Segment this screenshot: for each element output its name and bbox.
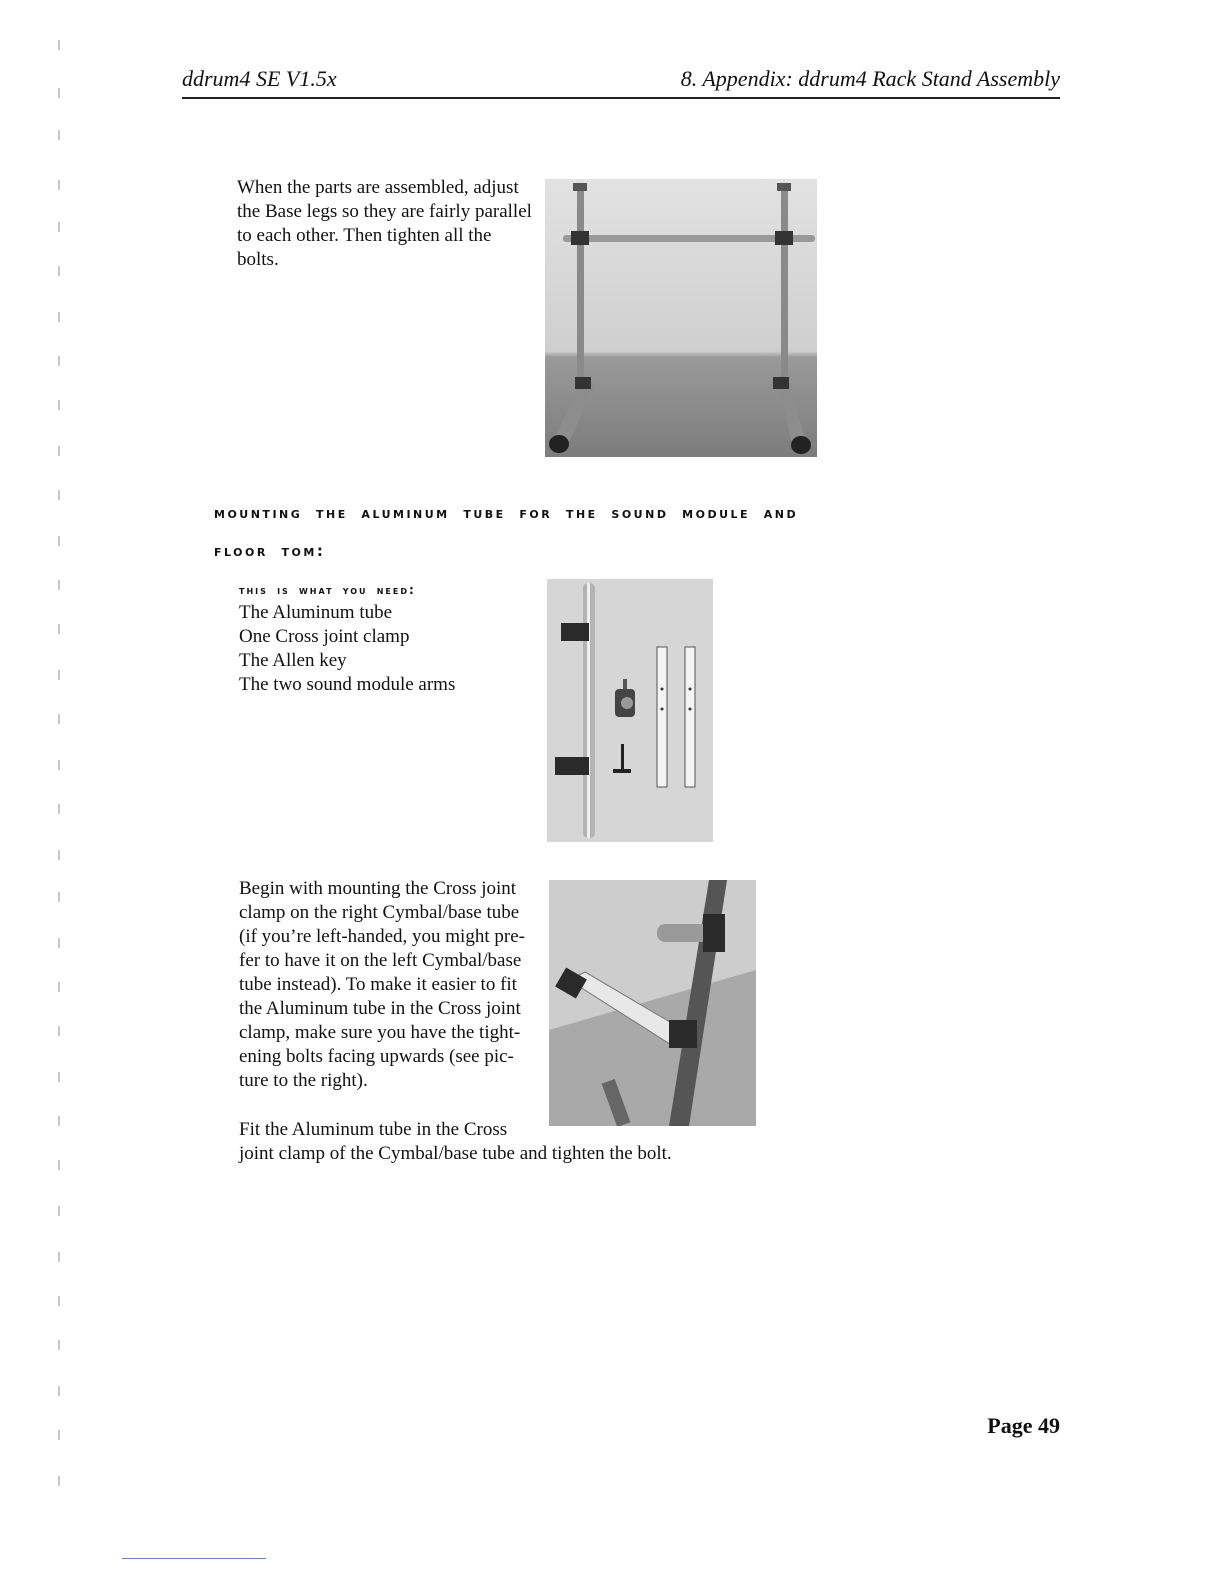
mounting-line: (if you’re left-handed, you might pre-	[239, 926, 525, 947]
footer-rule	[122, 1558, 266, 1559]
list-item: The Allen key	[239, 650, 347, 671]
rack-stand-photo	[545, 179, 817, 457]
mounting-line: clamp on the right Cymbal/base tube	[239, 902, 520, 923]
intro-line: bolts.	[237, 249, 279, 270]
intro-line: to each other. Then tighten all the	[237, 225, 492, 246]
mounting-line: clamp, make sure you have the tight-	[239, 1022, 521, 1043]
parts-photo	[547, 579, 713, 842]
fit-paragraph-line2: joint clamp of the Cymbal/base tube and tighten the bolt.	[239, 1143, 672, 1164]
mounting-line: Begin with mounting the Cross joint	[239, 878, 517, 899]
document-title: ddrum4 SE V1.5x	[182, 66, 337, 91]
scan-margin-marks	[58, 30, 68, 1530]
needs-list	[239, 601, 455, 697]
list-item: The Aluminum tube	[239, 602, 393, 623]
mounting-line: ture to the right).	[239, 1070, 368, 1091]
fit-paragraph-line1: Fit the Aluminum tube in the Cross	[239, 1119, 508, 1140]
mounting-line: fer to have it on the left Cymbal/base	[239, 950, 522, 971]
mounting-line: the Aluminum tube in the Cross joint	[239, 998, 521, 1019]
page-number: Page 49	[987, 1413, 1060, 1438]
list-item: One Cross joint clamp	[239, 626, 410, 647]
chapter-title: 8. Appendix: ddrum4 Rack Stand Assembly	[680, 66, 1060, 91]
header-divider	[182, 97, 1060, 99]
section-heading-line: mounting the aluminum tube for the sound module and	[214, 504, 799, 522]
cross-joint-clamp-photo	[549, 880, 756, 1126]
section-heading-line: floor tom:	[214, 542, 326, 560]
mounting-paragraph	[239, 877, 539, 1093]
needs-heading: this is what you need:	[239, 583, 416, 597]
mounting-line: tube instead). To make it easier to fit	[239, 974, 517, 995]
intro-line: the Base legs so they are fairly parallel	[237, 201, 532, 222]
mounting-line: ening bolts facing upwards (see pic-	[239, 1046, 514, 1067]
intro-line: When the parts are assembled, adjust	[237, 177, 519, 198]
list-item: The two sound module arms	[239, 674, 456, 695]
intro-paragraph	[237, 176, 537, 272]
section-heading	[214, 494, 1054, 570]
